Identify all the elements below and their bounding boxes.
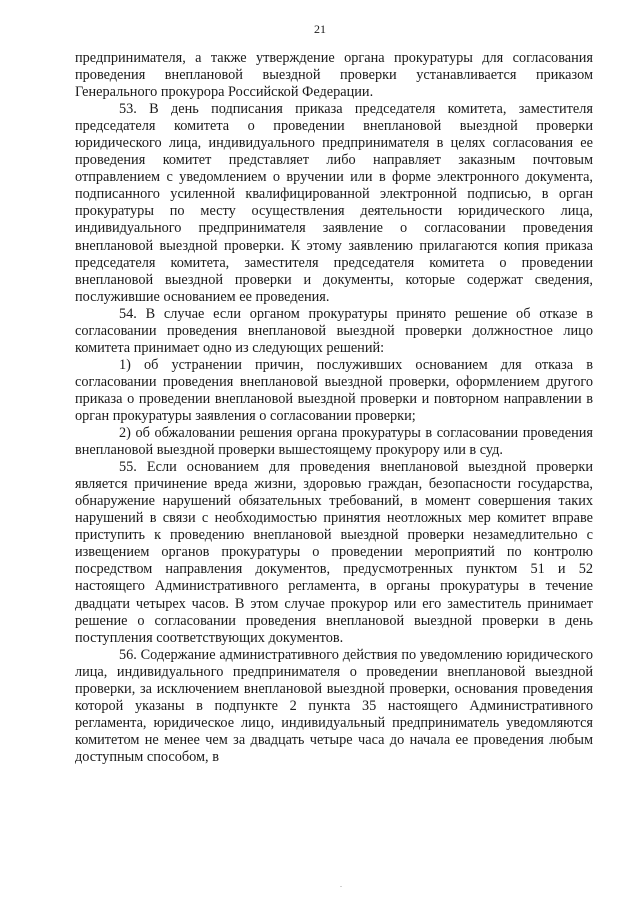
paragraph-54-item-2: 2) об обжаловании решения органа прокуратуры в согласовании проведения внеплановой выездной проверки вышестоящему прокурору или в суд. xyxy=(75,425,593,459)
paragraph-continuation: предпринимателя, а также утверждение органа прокуратуры для согласования проведения внеплановой выездной проверки устанавливается приказом Генерального прокурора Российской Федерации. xyxy=(75,50,593,101)
document-body xyxy=(75,50,593,766)
paragraph-54: 54. В случае если органом прокуратуры принято решение об отказе в согласовании проведения внеплановой выездной проверки должностное лицо комитета принимает одно из следующих решений: xyxy=(75,305,593,356)
paragraph-54-item-1: 1) об устранении причин, послуживших основанием для отказа в согласовании проведения внеплановой выездной проверки, оформлением другого приказа о проведении внеплановой выездной проверки и повторном направлении в орган прокуратуры заявления о согласовании проверки; xyxy=(75,356,593,424)
paragraph-53: 53. В день подписания приказа председателя комитета, заместителя председателя комитета о проведении внеплановой выездной проверки юридического лица, индивидуального предпринимателя в целях согласования ее проведения комитет представляет либо направляет заказным почтовым отправлением с уведомлением о вручении или в форме электронного документа, подписанного усиленной квалифицированной электронной подписью, в орган прокуратуры по месту осуществления деятельности юридического лица, индивидуального предпринимателя заявление о согласовании проведения внеплановой выездной проверки. К этому заявлению прилагаются копия приказа председателя комитета, заместителя председателя комитета о проведении внеплановой выездной проверки и документы, которые содержат сведения, послужившие основанием ее проведения. xyxy=(75,101,593,305)
paragraph-55: 55. Если основанием для проведения внеплановой выездной проверки является причинение вреда жизни, здоровью граждан, безопасности государства, обнаружение нарушений обязательных требований, в момент совершения таких нарушений в связи с необходимостью принятия неотложных мер комитет вправе приступить к проведению внеплановой выездной проверки незамедлительно с извещением органов прокуратуры о проведении мероприятий по контролю посредством направления документов, предусмотренных пунктом 51 и 52 настоящего Административного регламента, в органы прокуратуры в течение двадцати четырех часов. В этом случае прокурор или его заместитель принимает решение о согласовании проведения внеплановой выездной проверки в день поступления соответствующих документов. xyxy=(75,459,593,646)
paragraph-56: 56. Содержание административного действия по уведомлению юридического лица, индивидуального предпринимателя о проведении внеплановой выездной проверки, за исключением внеплановой выездной проверки, основания проведения которой указаны в подпункте 2 пункта 35 настоящего Административного регламента, юридическое лицо, индивидуальный предприниматель уведомляются комитетом не менее чем за двадцать четыре часа до начала ее проведения любым доступным способом, в xyxy=(75,646,593,765)
footer-mark: . xyxy=(340,880,342,889)
page-number: 21 xyxy=(314,22,326,36)
